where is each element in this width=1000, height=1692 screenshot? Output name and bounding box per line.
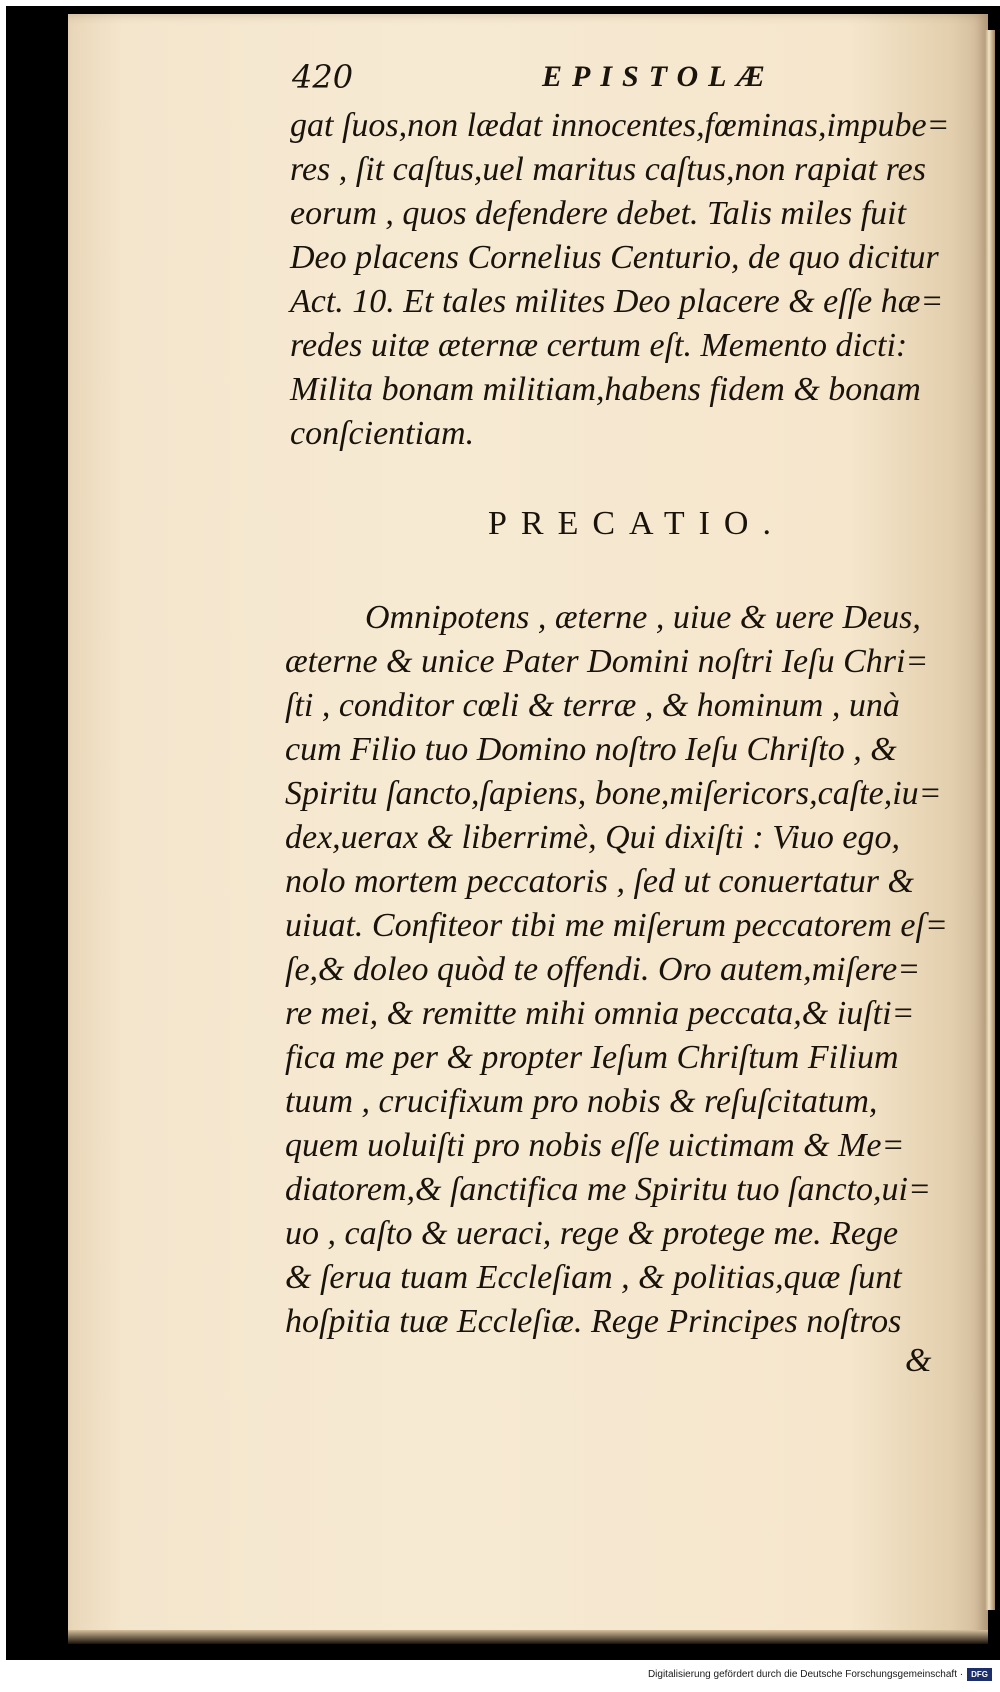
text-line: Deo placens Cornelius Centurio, de quo dicitur [290, 239, 939, 276]
text-line: diatorem,& ſanctifica me Spiritu tuo ſancto,ui= [285, 1171, 931, 1208]
text-line: hoſpitia tuæ Eccleſiæ. Rege Principes noſtros [285, 1303, 902, 1340]
text-line: uiuat. Confiteor tibi me miſerum peccatorem eſ= [285, 907, 948, 944]
catchword: & [905, 1342, 932, 1379]
running-title: EPISTOLÆ [542, 60, 775, 93]
paragraph-1 [290, 104, 980, 456]
text-line: & ſerua tuam Eccleſiam , & politias,quæ ſunt [285, 1259, 902, 1296]
text-line: æterne & unice Pater Domini noſtri Ieſu Chri= [285, 643, 929, 680]
digitization-credit [648, 1668, 992, 1681]
dfg-logo[interactable]: DFG [967, 1668, 992, 1681]
section-heading: PRECATIO. [488, 505, 785, 542]
text-line: uo , caſto & ueraci, rege & protege me. Rege [285, 1215, 899, 1252]
text-line: fica me per & propter Ieſum Chriſtum Filium [285, 1039, 899, 1076]
text-line: quem uoluiſti pro nobis eſſe uictimam & Me= [285, 1127, 905, 1164]
text-line: dex,uerax & liberrimè, Qui dixiſti : Viuo ego, [285, 819, 901, 856]
page-header [292, 58, 852, 104]
text-line: Act. 10. Et tales milites Deo placere & eſſe hæ= [290, 283, 944, 320]
text-line: conſcientiam. [290, 415, 475, 452]
text-line: gat ſuos,non lædat innocentes,fœminas,impube= [290, 107, 950, 144]
text-line: res , ſit caſtus,uel maritus caſtus,non rapiat res [290, 151, 926, 188]
text-line: tuum , crucifixum pro nobis & reſuſcitatum, [285, 1083, 878, 1120]
credit-text: Digitalisierung gefördert durch die Deutsche Forschungsgemeinschaft · [647, 1669, 964, 1680]
page-edge [985, 30, 995, 1610]
text-line: Spiritu ſancto,ſapiens, bone,miſericors,caſte,iu= [285, 775, 942, 812]
text-line: cum Filio tuo Domino noſtro Ieſu Chriſto , & [285, 731, 897, 768]
text-line: nolo mortem peccatoris , ſed ut conuertatur & [285, 863, 914, 900]
text-line: Milita bonam militiam,habens fidem & bonam [290, 371, 921, 408]
text-line: Omnipotens , æterne , uiue & uere Deus, [365, 599, 921, 636]
text-line: eorum , quos defendere debet. Talis miles fuit [290, 195, 907, 232]
paragraph-2 [285, 596, 975, 1344]
text-line: ſe,& doleo quòd te offendi. Oro autem,miſere= [285, 951, 921, 988]
page-number: 420 [292, 58, 354, 96]
page-bottom-shadow [68, 1630, 988, 1644]
text-line: redes uitæ æternæ certum eſt. Memento dicti: [290, 327, 908, 364]
text-line: re mei, & remitte mihi omnia peccata,& iuſti= [285, 995, 915, 1032]
text-line: ſti , conditor cœli & terræ , & hominum , unà [285, 687, 900, 724]
